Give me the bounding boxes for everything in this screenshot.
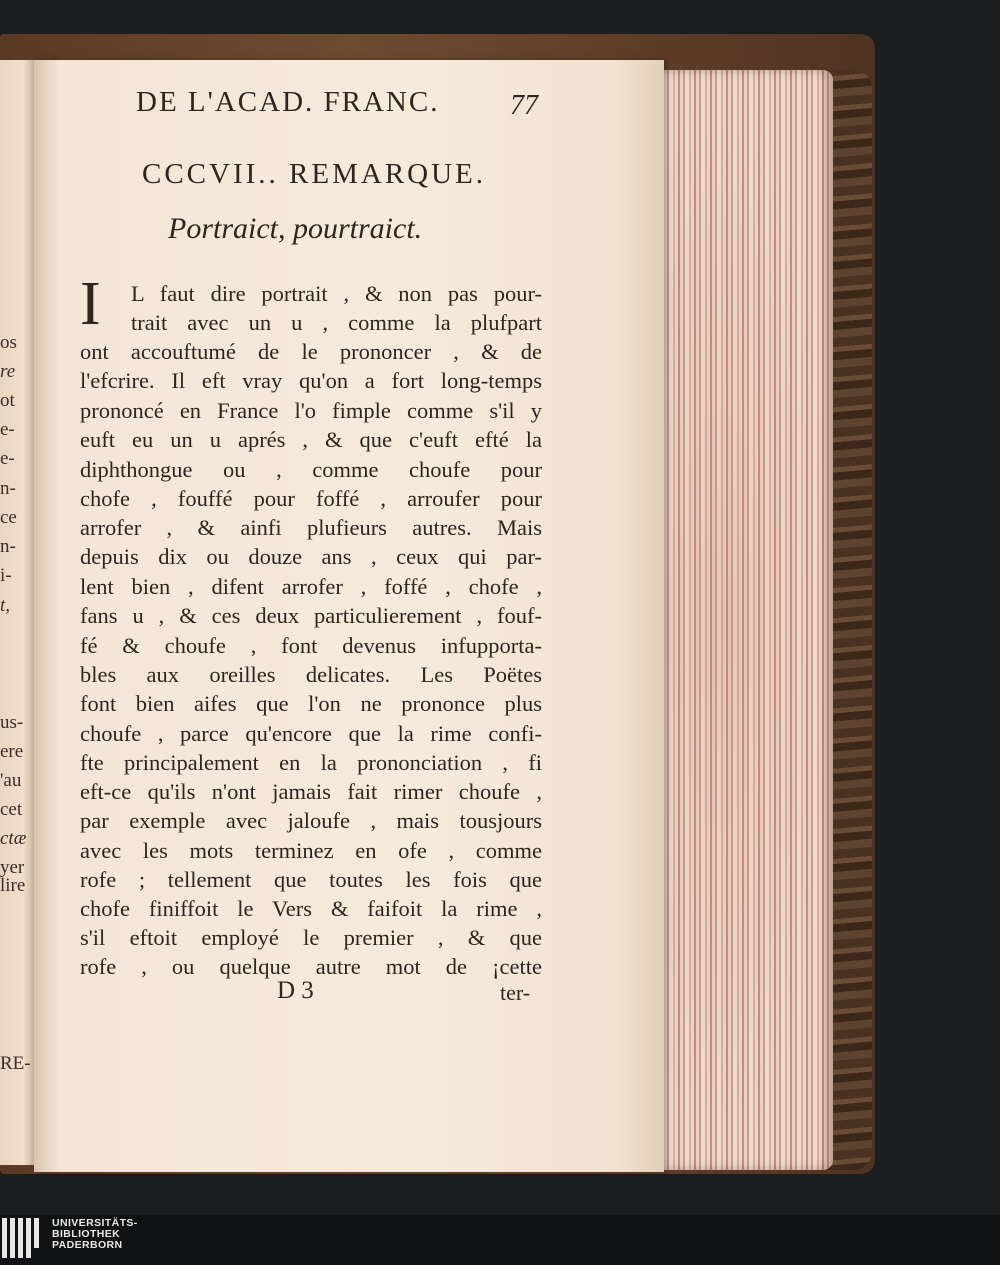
left-margin-text: re: [0, 361, 16, 382]
body-line: arrofer , & ainfi plufieurs autres. Mais: [80, 515, 542, 540]
left-margin-text: os: [0, 332, 17, 353]
running-head: DE L'ACAD. FRANC.: [136, 86, 440, 118]
left-margin-text: e-: [0, 448, 15, 469]
body-line: diphthongue ou , comme choufe pour: [80, 457, 542, 482]
body-line: euft eu un u aprés , & que c'euft efté la: [80, 427, 542, 452]
body-line: avec les mots terminez en ofe , comme: [80, 838, 542, 863]
left-margin-text: ce: [0, 507, 17, 528]
body-line: chofe finiffoit le Vers & faifoit la rime ,: [80, 896, 542, 921]
body-line: ont accouftumé de le prononcer , & de: [80, 339, 542, 364]
library-name[interactable]: [52, 1218, 138, 1252]
left-margin-text: e-: [0, 419, 15, 440]
library-name-line: PADERBORN: [52, 1239, 123, 1252]
left-margin-text: yer: [0, 857, 25, 878]
body-line: trait avec un u , comme la plufpart: [131, 310, 542, 335]
body-line: par exemple avec jaloufe , mais tousjours: [80, 808, 542, 833]
body-line: L faut dire portrait , & non pas pour-: [131, 281, 542, 306]
body-line: depuis dix ou douze ans , ceux qui par-: [80, 544, 542, 569]
footer-bar: [0, 1215, 1000, 1265]
body-line: choufe , parce qu'encore que la rime confi-: [80, 721, 542, 746]
drop-initial: I: [80, 270, 101, 338]
signature-mark: D 3: [277, 977, 314, 1004]
library-name-line: UNIVERSITÄTS-: [52, 1217, 138, 1229]
body-line: fé & choufe , font devenus infupporta-: [80, 633, 542, 658]
page-block-edge: [648, 70, 833, 1170]
body-line: font bien aifes que l'on ne prononce plus: [80, 691, 542, 716]
body-line: prononcé en France l'o fimple comme s'il y: [80, 398, 542, 423]
left-margin-text: ere: [0, 741, 24, 762]
chapter-heading: CCCVII.. REMARQUE.: [142, 158, 487, 190]
left-margin-text: ot: [0, 390, 15, 411]
left-margin-text: t,: [0, 595, 11, 616]
left-margin-text: ctæ: [0, 828, 27, 849]
body-line: chofe , fouffé pour foffé , arroufer pour: [80, 486, 542, 511]
body-line: bles aux oreilles delicates. Les Poëtes: [80, 662, 542, 687]
left-margin-text: cet: [0, 799, 23, 820]
body-line: fte principalement en la prononciation , fi: [80, 750, 542, 775]
left-margin-text: RE-: [0, 1053, 31, 1074]
left-page-fragment: [0, 60, 34, 1165]
body-line: s'il eftoit employé le premier , & que: [80, 925, 542, 950]
catchword: ter-: [500, 980, 531, 1005]
left-margin-text: i-: [0, 565, 12, 586]
library-name-line: BIBLIOTHEK: [52, 1228, 121, 1241]
body-line: fans u , & ces deux particulierement , fouf-: [80, 603, 542, 628]
left-margin-text: n-: [0, 536, 16, 557]
body-line: rofe ; tellement que toutes les fois que: [80, 867, 542, 892]
left-margin-text: lire: [0, 875, 26, 896]
section-title: Portraict, pourtraict.: [168, 212, 423, 245]
body-line: l'efcrire. Il eft vray qu'on a fort long-temps: [80, 368, 542, 393]
page-number: 77: [510, 90, 538, 121]
body-line: lent bien , difent arrofer , foffé , chofe ,: [80, 574, 542, 599]
body-line: eft-ce qu'ils n'ont jamais fait rimer choufe ,: [80, 779, 542, 804]
left-margin-text: us-: [0, 712, 24, 733]
body-line: rofe , ou quelque autre mot de ¡cette: [80, 954, 542, 979]
left-margin-text: n-: [0, 478, 16, 499]
left-margin-text: 'au: [0, 770, 22, 791]
